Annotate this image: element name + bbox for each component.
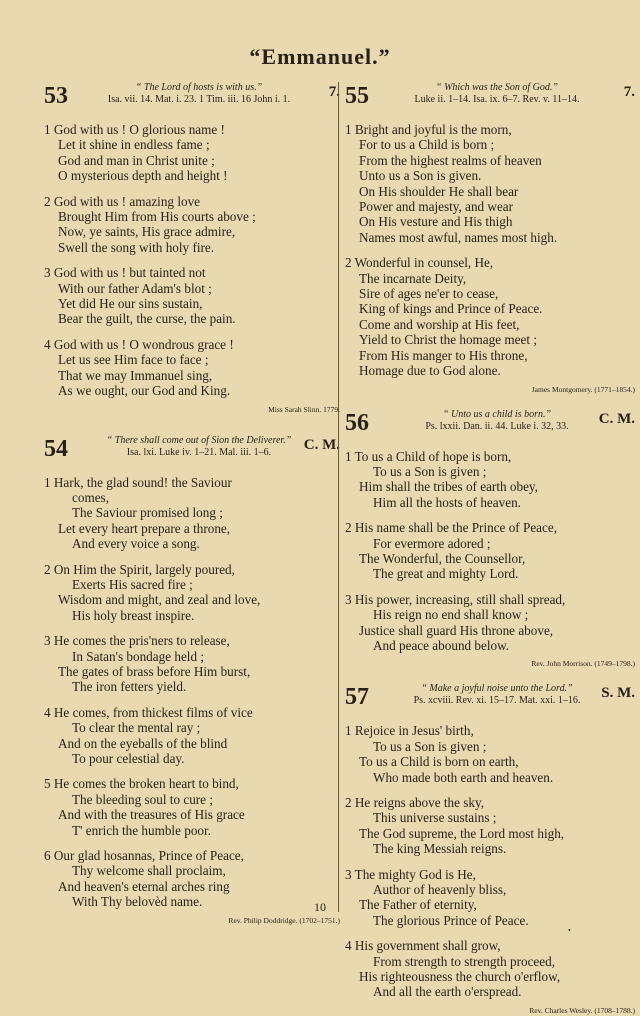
verse-line: Who made both earth and heaven. <box>373 769 554 785</box>
hymn-quote: “ The Lord of hosts is with us.” <box>135 82 263 93</box>
verse-line: 3 He comes the pris'ners to release, <box>44 633 230 649</box>
stanza <box>345 449 635 511</box>
verse-line: Come and worship at His feet, <box>359 316 520 332</box>
verse-line: Sire of ages ne'er to cease, <box>359 286 499 302</box>
verse-line: To us a Child is born on earth, <box>359 754 519 770</box>
hymn-quote: “ Which was the Son of God.” <box>436 82 558 93</box>
verse-line: 2 On Him the Spirit, largely poured, <box>44 561 235 577</box>
verse-line: And with the treasures of His grace <box>58 807 245 823</box>
hymn-number: 55 <box>345 83 369 109</box>
hymn-author: Rev. Charles Wesley. (1708–1788.) <box>529 1005 635 1015</box>
verse-line: Him shall the tribes of earth obey, <box>359 479 538 495</box>
stanza <box>345 122 635 245</box>
hymn-56 <box>345 409 635 670</box>
stanza <box>44 122 340 184</box>
verse-line: And on the eyeballs of the blind <box>58 735 228 751</box>
verse-line: The great and mighty Lord. <box>373 566 519 582</box>
hymn-refs: Ps. xcviii. Rev. xi. 15–17. Mat. xxi. 1–16. <box>413 695 581 707</box>
verse-line: The Father of eternity, <box>359 897 477 913</box>
page-number: 10 <box>314 900 326 914</box>
verse-line: 1 To us a Child of hope is born, <box>345 448 512 464</box>
verse-line: Author of heavenly bliss, <box>373 882 507 898</box>
hymn-quote: “ There shall come out of Sion the Deliverer.” <box>106 434 292 446</box>
stanza <box>44 705 340 767</box>
verse-line: 2 His name shall be the Prince of Peace, <box>345 520 558 536</box>
stanza <box>345 520 635 582</box>
hymn-meter: 7. <box>328 84 340 100</box>
verse-line: 3 His power, increasing, still shall spread, <box>345 591 566 607</box>
hymn-author: James Montgomery. (1771–1854.) <box>531 384 635 394</box>
verse-line: Bear the guilt, the curse, the pain. <box>58 311 236 327</box>
stanza <box>44 194 340 256</box>
verse-line: 4 God with us ! O wondrous grace ! <box>44 336 234 352</box>
hymn-meter: 7. <box>623 84 635 100</box>
verse-line: The gates of brass before Him burst, <box>58 663 251 679</box>
right-column <box>338 82 635 1015</box>
left-column <box>44 82 340 936</box>
hymn-55 <box>345 82 635 395</box>
verse-line: 2 Wonderful in counsel, He, <box>345 255 494 271</box>
hymn-meter: C. M. <box>598 410 635 427</box>
stanza <box>44 475 340 552</box>
verse-line: Unto us a Son is given. <box>359 168 482 184</box>
verse-line: This universe sustains ; <box>373 810 497 826</box>
verse-line: To us a Son is given ; <box>373 738 487 754</box>
stanza <box>44 337 340 399</box>
verse-line: Power and majesty, and wear <box>359 199 514 215</box>
verse-line: Now, ye saints, His grace admire, <box>58 224 236 240</box>
verse-line: The God supreme, the Lord most high, <box>359 825 565 841</box>
hymn-refs: Ps. lxxii. Dan. ii. 44. Luke i. 32, 33. <box>425 420 569 432</box>
verse-line: In Satan's bondage held ; <box>72 648 205 664</box>
hymn-54 <box>44 435 340 926</box>
verse-line: Let every heart prepare a throne, <box>58 520 231 536</box>
verse-line: To clear the mental ray ; <box>72 720 201 736</box>
hymn-number: 53 <box>44 83 68 109</box>
stanza <box>345 938 635 1000</box>
verse-line: From strength to strength proceed, <box>373 953 556 969</box>
verse-line: The glorious Prince of Peace. <box>373 912 529 928</box>
stanza <box>44 633 340 695</box>
verse-line: That we may Immanuel sing, <box>58 367 213 383</box>
hymn-quote: “ Unto us a child is born.” <box>442 408 552 420</box>
verse-line: To pour celestial day. <box>72 751 185 766</box>
verse-line: Brought Him from His courts above ; <box>58 209 256 225</box>
verse-line: Wisdom and might, and zeal and love, <box>58 592 261 608</box>
verse-line: And heaven's eternal arches ring <box>58 878 230 894</box>
verse-line: 1 Rejoice in Jesus' birth, <box>345 723 474 739</box>
verse-line: And peace abound below. <box>373 637 510 653</box>
verse-line: Him all the hosts of heaven. <box>373 494 521 510</box>
verse-line: For evermore adored ; <box>373 535 491 551</box>
verse-line: From the highest realms of heaven <box>359 152 542 168</box>
verse-line: 1 Bright and joyful is the morn, <box>345 122 512 137</box>
hymn-header <box>44 435 340 469</box>
hymn-57 <box>345 683 635 1016</box>
verse-line: Yield to Christ the homage meet ; <box>359 332 537 348</box>
verse-line: The Saviour promised long ; <box>72 505 223 521</box>
hymn-quote: “ Make a joyful noise unto the Lord.” <box>421 683 573 695</box>
stanza <box>44 562 340 624</box>
stanza <box>345 867 635 929</box>
hymn-refs: Isa. lxi. Luke iv. 1–21. Mal. iii. 1–6. <box>126 446 272 458</box>
verse-line: To us a Son is given ; <box>373 463 487 479</box>
verse-line: And all the earth o'erspread. <box>373 984 522 1000</box>
stanza <box>44 265 340 327</box>
hymn-meter: S. M. <box>601 685 635 702</box>
hymn-number: 57 <box>345 684 369 711</box>
stanza <box>44 776 340 838</box>
verse-line: God and man in Christ unite ; <box>58 152 215 168</box>
hymn-author: Rev. Philip Doddridge. (1702–1751.) <box>228 915 340 925</box>
hymn-refs: Isa. vii. 14. Mat. i. 23. 1 Tim. iii. 16 John i. 1. <box>107 94 291 105</box>
verse-line: The incarnate Deity, <box>359 270 467 286</box>
verse-line: On His shoulder He shall bear <box>359 183 519 199</box>
verse-line: For to us a Child is born ; <box>359 137 495 153</box>
hymn-53 <box>44 82 340 415</box>
verse-line: Thy welcome shall proclaim, <box>72 863 226 879</box>
hymn-header <box>44 82 340 116</box>
verse-line: The king Messiah reigns. <box>373 841 507 857</box>
verse-line: 2 God with us ! amazing love <box>44 193 201 209</box>
hymn-author: Rev. John Morrison. (1749–1798.) <box>531 659 635 669</box>
verse-line: With our father Adam's blot ; <box>58 280 212 296</box>
stanza <box>345 795 635 857</box>
verse-line: 3 God with us ! but tainted not <box>44 265 206 281</box>
verse-line: Justice shall guard His throne above, <box>359 622 554 638</box>
hymn-number: 54 <box>44 435 68 462</box>
verse-line: 4 His government shall grow, <box>345 938 501 954</box>
hymn-author: Miss Sarah Slinn. 1779. <box>268 404 340 414</box>
verse-line: His holy breast inspire. <box>72 607 195 623</box>
verse-line: 6 Our glad hosannas, Prince of Peace, <box>44 848 244 864</box>
hymn-header <box>345 683 635 717</box>
verse-line: With Thy belovèd name. <box>72 894 203 910</box>
hymn-header <box>345 409 635 443</box>
verse-line: 2 He reigns above the sky, <box>345 795 485 810</box>
verse-line: 5 He comes the broken heart to bind, <box>44 776 239 792</box>
verse-line: On His vesture and His thigh <box>359 214 513 230</box>
stanza <box>345 723 635 785</box>
verse-line: Swell the song with holy fire. <box>58 239 215 255</box>
verse-line: As we ought, our God and King. <box>58 383 231 399</box>
stanza <box>345 255 635 378</box>
corner-mark: • <box>568 926 571 935</box>
verse-line: Let us see Him face to face ; <box>58 352 209 368</box>
verse-line: Names most awful, names most high. <box>359 229 558 245</box>
verse-line: And every voice a song. <box>72 536 200 552</box>
verse-line: Yet did He our sins sustain, <box>58 296 203 312</box>
verse-line: comes, <box>72 489 109 505</box>
verse-line: 3 The mighty God is He, <box>345 866 476 882</box>
hymn-header <box>345 82 635 116</box>
verse-line: The bleeding soul to cure ; <box>72 791 213 807</box>
verse-line: 1 God with us ! O glorious name ! <box>44 122 225 137</box>
verse-line: Homage due to God alone. <box>359 363 501 379</box>
verse-line: The iron fetters yield. <box>72 679 187 695</box>
verse-line: Let it shine in endless fame ; <box>58 137 210 153</box>
verse-line: From His manger to His throne, <box>359 347 528 363</box>
hymn-meter: C. M. <box>303 436 340 453</box>
verse-line: The Wonderful, the Counsellor, <box>359 550 526 566</box>
verse-line: Exerts His sacred fire ; <box>72 576 193 592</box>
verse-line: O mysterious depth and height ! <box>58 168 228 184</box>
verse-line: His righteousness the church o'erflow, <box>359 969 561 985</box>
stanza <box>345 592 635 654</box>
hymn-number: 56 <box>345 409 369 436</box>
page-title: “Emmanuel.” <box>249 44 391 69</box>
verse-line: T' enrich the humble poor. <box>72 822 211 838</box>
verse-line: King of kings and Prince of Peace. <box>359 301 543 317</box>
verse-line: 4 He comes, from thickest films of vice <box>44 704 253 720</box>
verse-line: 1 Hark, the glad sound! the Saviour <box>44 474 232 490</box>
hymn-refs: Luke ii. 1–14. Isa. ix. 6–7. Rev. v. 11–14. <box>414 94 580 105</box>
verse-line: His reign no end shall know ; <box>373 607 529 623</box>
